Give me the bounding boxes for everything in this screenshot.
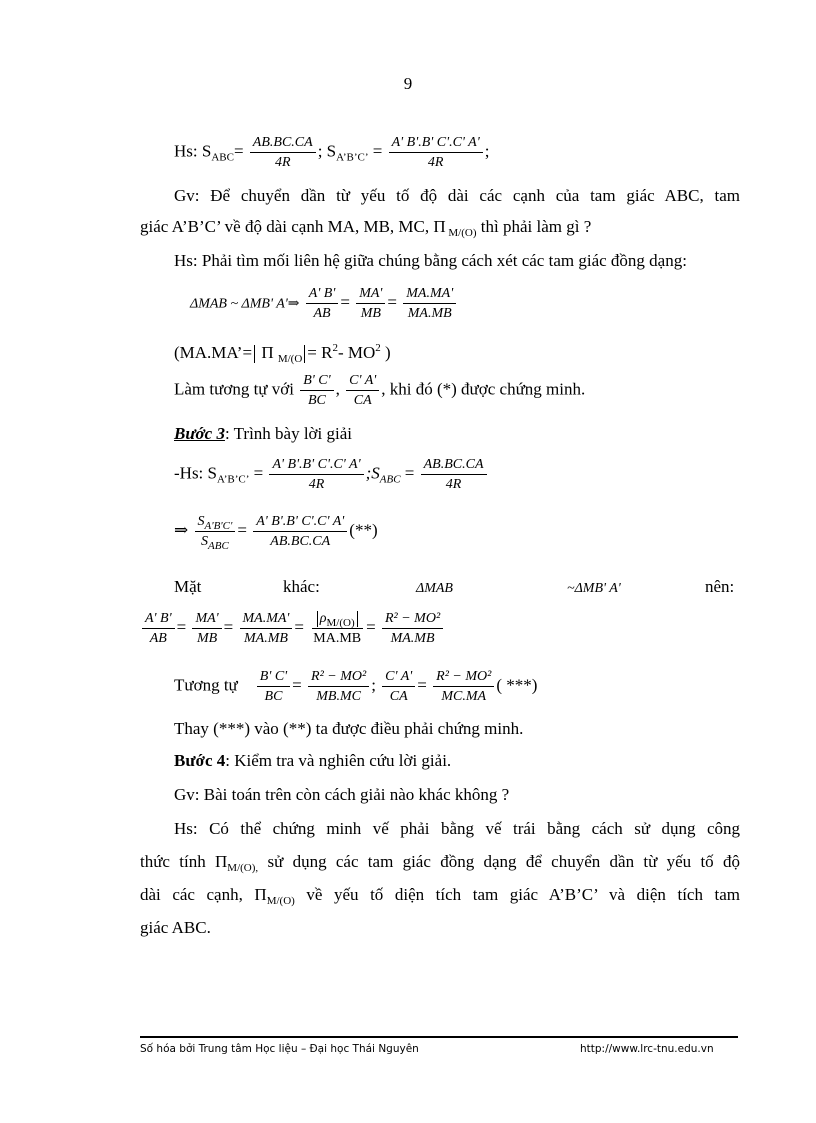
other-side-word: khác:	[283, 577, 320, 596]
analogous-formula: Tương tự $\frac{B' C'}{BC}$ = $\frac{\text{R² − MO²}}{MB.MC}$ ; $\frac{C' A'}{CA}$ = $\frac{\text{R² − MO²}}{MC.MA}$ ( ***)	[174, 669, 538, 704]
substitute-line: Thay (***) vào (**) ta được điều phải chứng minh.	[174, 719, 524, 738]
page-number: 9	[403, 74, 413, 93]
footer-url[interactable]: http://www.lrc-tnu.edu.vn	[580, 1043, 714, 1055]
hs4-line4: giác ABC.	[140, 918, 211, 937]
triangle-mba: ~ΔMB' A'	[567, 581, 621, 596]
other-side-label: Mặt	[174, 577, 202, 596]
ratio-formula: ⇒ $\frac{S_{A'B'C'}}{S_{ABC}}$ = $\frac{A' B'.B' C'.C' A'}{AB.BC.CA}$ (**)	[174, 514, 378, 552]
similar-line: Làm tương tự với $\frac{B' C'}{BC}$ , $\frac{C' A'}{CA}$ , khi đó (*) được chứng minh.	[174, 373, 586, 408]
hs-answer-line: Hs: Phải tìm mối liên hệ giữa chúng bằng cách xét các tam giác đồng dạng:	[174, 251, 687, 270]
step4-heading: Bước 4: Kiểm tra và nghiên cứu lời giải.	[174, 751, 452, 770]
similarity-formula: ΔMAB ~ ΔMB' A'⇒ $\frac{A' B'}{AB}$ = $\frac{MA'}{MB}$ = $\frac{MA.MA'}{MA.MB}$	[190, 285, 458, 322]
hs4-line1: Hs: Có thể chứng minh vế phải bằng vế trái bằng cách sử dụng công	[174, 819, 740, 838]
ratio-chain: $\frac{A' B'}{AB}$ = $\frac{MA'}{MB}$ = $\frac{MA.MA'}{MA.MB}$ = $\frac{\rho_{M/(O)}}{MA.MB}$ = $\frac{\text{R² − MO²}}{MA.MB}$	[140, 610, 445, 647]
fraction: $\frac{AB.BC.CA}{4R}$	[250, 134, 316, 171]
gv-question-line1: Gv: Để chuyển dần từ yếu tố độ dài các cạnh của tam giác ABC, tam	[174, 186, 740, 205]
hs4-line3: dài các cạnh, $\Pi_{M/(O)}$ về yếu tố diện tích tam giác A’B’C’ và diện tích tam	[140, 885, 741, 907]
step3-heading: Bước 3: Trình bày lời giải	[174, 424, 353, 443]
footer-rule	[140, 1036, 738, 1038]
triangle-mab: ΔMAB	[416, 581, 453, 596]
hs-area-formula: Hs: $S_{ABC}=$ $\frac{AB.BC.CA}{4R}$ ; $S_{A’B’C’}$ = $\frac{A' B'.B' C'.C' A'}{4R}$ ;	[174, 135, 490, 170]
power-formula: (MA.MA’= Π $_{M/(O} = R^2-$ $MO^2$ )	[174, 342, 391, 365]
footer-source: Số hóa bởi Trung tâm Học liệu – Đại học Thái Nguyên	[140, 1043, 419, 1055]
hs4-line2: thức tính $\Pi_{M/(O),}$ sử dụng các tam giác đồng dạng để chuyển dần từ yếu tố độ	[140, 852, 740, 874]
hs3-formula: -Hs: $S_{A’B’C’}$ = $\frac{A' B'.B' C'.C' A'}{4R}$ $;S_{ABC}$ = $\frac{AB.BC.CA}{4R}$	[174, 456, 489, 493]
gv-question-line2: giác A’B’C’ về độ dài cạnh MA, MB, MC, Π $_{M/(O)}$ thì phải làm gì ?	[140, 217, 592, 239]
fraction: $\frac{A' B'.B' C'.C' A'}{4R}$	[389, 134, 483, 171]
hence-word: nên:	[705, 577, 735, 596]
gv-question2: Gv: Bài toán trên còn cách giải nào khác không ?	[174, 785, 510, 804]
